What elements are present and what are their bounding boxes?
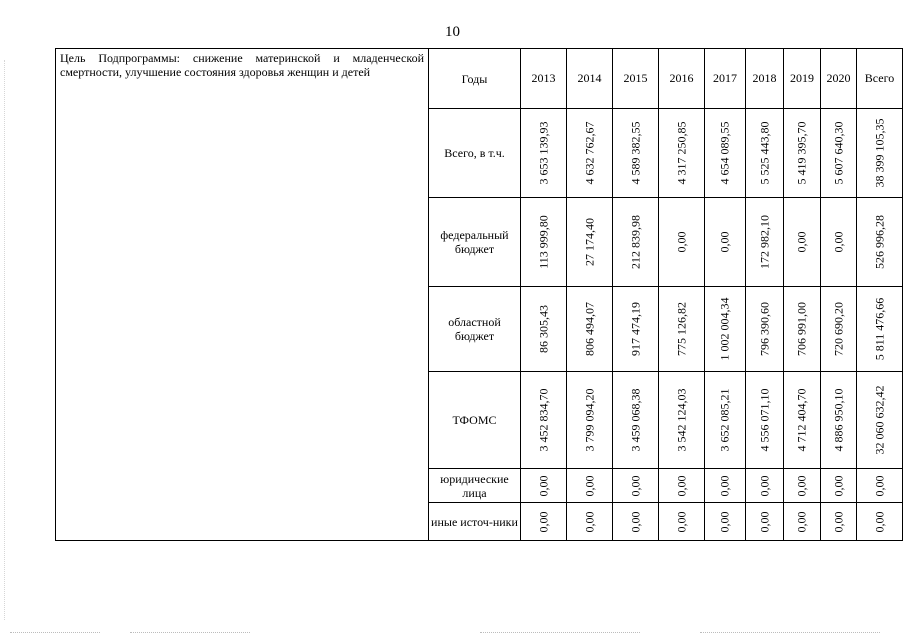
page-number: 10	[445, 24, 460, 40]
year-cell: 2020	[821, 49, 857, 109]
years-label: Годы	[429, 49, 521, 109]
value-cell: 0,00	[659, 198, 705, 287]
value-cell: 4 886 950,10	[821, 372, 857, 469]
row-label: иные источ-ники	[429, 503, 521, 541]
scan-footer-dots	[700, 632, 880, 633]
value-cell: 1 002 004,34	[705, 287, 746, 372]
value-cell: 3 652 085,21	[705, 372, 746, 469]
value-cell: 3 799 094,20	[567, 372, 613, 469]
row-label: федеральный бюджет	[429, 198, 521, 287]
year-cell: 2016	[659, 49, 705, 109]
total-cell: 38 399 105,35	[857, 109, 903, 198]
total-cell: 526 996,28	[857, 198, 903, 287]
value-cell: 86 305,43	[521, 287, 567, 372]
value-cell: 0,00	[705, 503, 746, 541]
value-cell: 3 459 068,38	[613, 372, 659, 469]
total-cell: 5 811 476,66	[857, 287, 903, 372]
value-cell: 4 589 382,55	[613, 109, 659, 198]
year-cell: 2017	[705, 49, 746, 109]
value-cell: 0,00	[784, 469, 821, 503]
value-cell: 0,00	[821, 503, 857, 541]
year-cell: 2018	[746, 49, 784, 109]
value-cell: 0,00	[784, 503, 821, 541]
total-header: Всего	[857, 49, 903, 109]
value-cell: 27 174,40	[567, 198, 613, 287]
value-cell: 113 999,80	[521, 198, 567, 287]
scan-footer-dots	[130, 632, 250, 633]
value-cell: 0,00	[821, 198, 857, 287]
value-cell: 4 317 250,85	[659, 109, 705, 198]
year-cell: 2013	[521, 49, 567, 109]
total-cell: 0,00	[857, 503, 903, 541]
value-cell: 0,00	[784, 198, 821, 287]
value-cell: 5 419 395,70	[784, 109, 821, 198]
value-cell: 0,00	[521, 469, 567, 503]
table-header-row	[56, 49, 903, 109]
value-cell: 4 654 089,55	[705, 109, 746, 198]
row-label: юридические лица	[429, 469, 521, 503]
scan-footer-dots	[480, 632, 640, 633]
total-cell: 0,00	[857, 469, 903, 503]
value-cell: 4 712 404,70	[784, 372, 821, 469]
scan-margin-dots	[4, 60, 5, 620]
value-cell: 4 632 762,67	[567, 109, 613, 198]
row-label: ТФОМС	[429, 372, 521, 469]
value-cell: 172 982,10	[746, 198, 784, 287]
value-cell: 4 556 071,10	[746, 372, 784, 469]
value-cell: 0,00	[821, 469, 857, 503]
value-cell: 917 474,19	[613, 287, 659, 372]
value-cell: 212 839,98	[613, 198, 659, 287]
value-cell: 0,00	[705, 469, 746, 503]
value-cell: 806 494,07	[567, 287, 613, 372]
value-cell: 0,00	[705, 198, 746, 287]
year-cell: 2015	[613, 49, 659, 109]
total-cell: 32 060 632,42	[857, 372, 903, 469]
value-cell: 0,00	[659, 469, 705, 503]
value-cell: 0,00	[567, 469, 613, 503]
value-cell: 0,00	[613, 469, 659, 503]
value-cell: 706 991,00	[784, 287, 821, 372]
value-cell: 3 542 124,03	[659, 372, 705, 469]
value-cell: 5 607 640,30	[821, 109, 857, 198]
row-label: Всего, в т.ч.	[429, 109, 521, 198]
value-cell: 3 452 834,70	[521, 372, 567, 469]
row-label: областной бюджет	[429, 287, 521, 372]
subprogram-goal: Цель Подпрограммы: снижение материнской и младенческой смертности, улучшение состояния здоровья женщин и детей	[56, 49, 429, 541]
value-cell: 0,00	[659, 503, 705, 541]
value-cell: 775 126,82	[659, 287, 705, 372]
value-cell: 0,00	[746, 503, 784, 541]
value-cell: 720 690,20	[821, 287, 857, 372]
value-cell: 3 653 139,93	[521, 109, 567, 198]
year-cell: 2014	[567, 49, 613, 109]
year-cell: 2019	[784, 49, 821, 109]
value-cell: 0,00	[521, 503, 567, 541]
value-cell: 5 525 443,80	[746, 109, 784, 198]
value-cell: 796 390,60	[746, 287, 784, 372]
funding-table	[55, 48, 903, 541]
scan-footer-dots	[10, 632, 100, 633]
value-cell: 0,00	[567, 503, 613, 541]
value-cell: 0,00	[746, 469, 784, 503]
value-cell: 0,00	[613, 503, 659, 541]
